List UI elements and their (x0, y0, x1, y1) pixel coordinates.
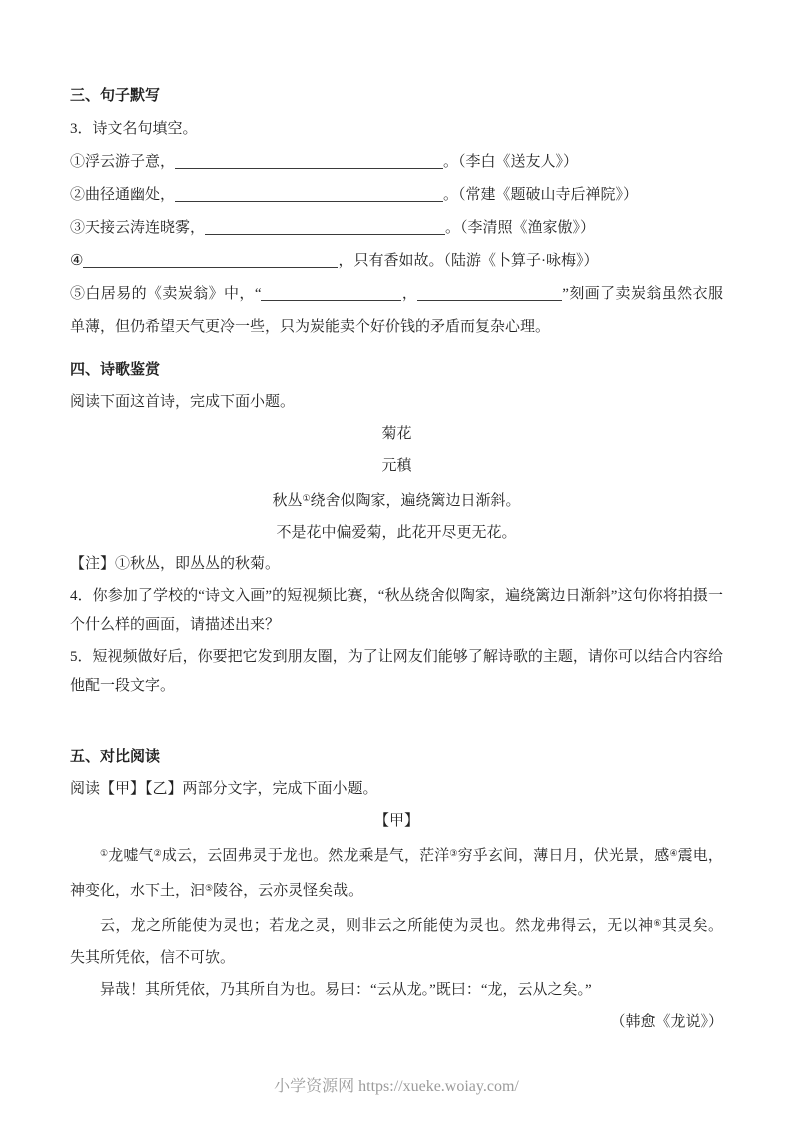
footnote-marker: ① (302, 493, 311, 503)
passage-jia-label: 【甲】 (373, 813, 419, 829)
footnote-marker: ② (153, 848, 162, 858)
section4-intro: 阅读下面这首诗，完成下面小题。 (70, 394, 296, 410)
poem-author: 元稹 (381, 458, 412, 474)
fill-in-blank (417, 287, 562, 301)
dictation-line-1 (70, 146, 723, 179)
fill-in-blank (175, 155, 443, 169)
poem-line-1 (70, 482, 723, 517)
text-run: 绕舍似陶家，遍绕篱边日渐斜。 (310, 493, 521, 509)
text-run: ②曲径通幽处， (70, 187, 176, 203)
poem-title: 菊花 (381, 426, 412, 442)
question-4: 4．你参加了学校的“诗文入画”的短视频比赛，“秋丛绕舍似陶家，遍绕篱边日渐斜”这句你将拍摄一个什么样的画面，请描述出来？ (70, 588, 723, 633)
text-run: 异哉！其所凭依，乃其所自为也。易曰：“云从龙。”既曰：“龙，云从之矣。” (100, 982, 592, 998)
fill-in-blank (175, 188, 443, 202)
section4-title: 四、诗歌鉴赏 (70, 362, 161, 378)
section5-intro: 阅读【甲】【乙】两部分文字，完成下面小题。 (70, 781, 378, 797)
passage-attribution: （韩愈《龙说》） (610, 1014, 723, 1030)
passage-paragraph-2 (70, 907, 723, 974)
text-run: 。（常建《题破山寺后禅院》） (443, 187, 639, 203)
section5-title: 五、对比阅读 (70, 749, 161, 765)
text-run: ④ (70, 253, 84, 269)
section3-title: 三、句子默写 (70, 88, 161, 104)
question-5: 5．短视频做好后，你要把它发到朋友圈，为了让网友们能够了解诗歌的主题，请你可以结合内容给他配一段文字。 (70, 649, 723, 694)
dictation-line-4 (70, 245, 723, 278)
fill-in-blank (83, 254, 338, 268)
text-run: 。（李白《送友人》） (443, 154, 579, 170)
text-run: ⑤白居易的《卖炭翁》中，“ (70, 286, 262, 302)
text-run: 震电，神变化，水下土，汩 (70, 848, 723, 899)
text-run: 。（李清照《渔家傲》） (445, 220, 596, 236)
dictation-line-5 (70, 278, 723, 344)
text-run: ，只有香如故。（陆游《卜算子·咏梅》） (338, 253, 599, 269)
text-run: ③天接云涛连晓雾， (70, 220, 206, 236)
text-run: ”刻画了卖炭翁虽然衣服单薄，但仍希望天气更冷一些，只为炭能卖个好价钱的矛盾而复杂心理。 (70, 286, 723, 335)
text-run: 秋丛 (272, 493, 303, 509)
footnote-marker: ④ (669, 848, 678, 858)
text-run: 龙嘘气 (108, 848, 154, 864)
question3-stem: 3．诗文名句填空。 (70, 121, 198, 137)
dictation-line-3 (70, 212, 723, 245)
poem-line-2 (70, 517, 723, 549)
footnote-marker: ③ (449, 848, 458, 858)
text-run: 其灵矣。失其所凭依，信不可欤。 (70, 918, 723, 966)
text-run: 陵谷，云亦灵怪矣哉。 (213, 883, 364, 899)
poem-note: 【注】①秋丛，即丛丛的秋菊。 (70, 556, 281, 572)
dictation-line-2 (70, 179, 723, 212)
text-run: 不是花中偏爱菊，此花开尽更无花。 (276, 525, 517, 541)
footnote-marker: ① (100, 848, 109, 858)
text-run: 成云，云固弗灵于龙也。然龙乘是气，茫洋 (161, 848, 450, 864)
fill-in-blank (261, 287, 401, 301)
text-run: 云，龙之所能使为灵也；若龙之灵，则非云之所能使为灵也。然龙弗得云，无以神 (100, 918, 654, 934)
text-run: 穷乎玄间，薄日月，伏光景，感 (457, 848, 670, 864)
site-watermark: 小学资源网 https://xueke.woiay.com/ (274, 1078, 519, 1095)
footnote-marker: ⑥ (653, 918, 662, 928)
fill-in-blank (205, 221, 445, 235)
text-run: ， (401, 286, 418, 302)
footnote-marker: ⑤ (205, 883, 214, 893)
text-run: ①浮云游子意， (70, 154, 176, 170)
passage-paragraph-1 (70, 837, 723, 907)
passage-paragraph-3 (70, 974, 723, 1006)
